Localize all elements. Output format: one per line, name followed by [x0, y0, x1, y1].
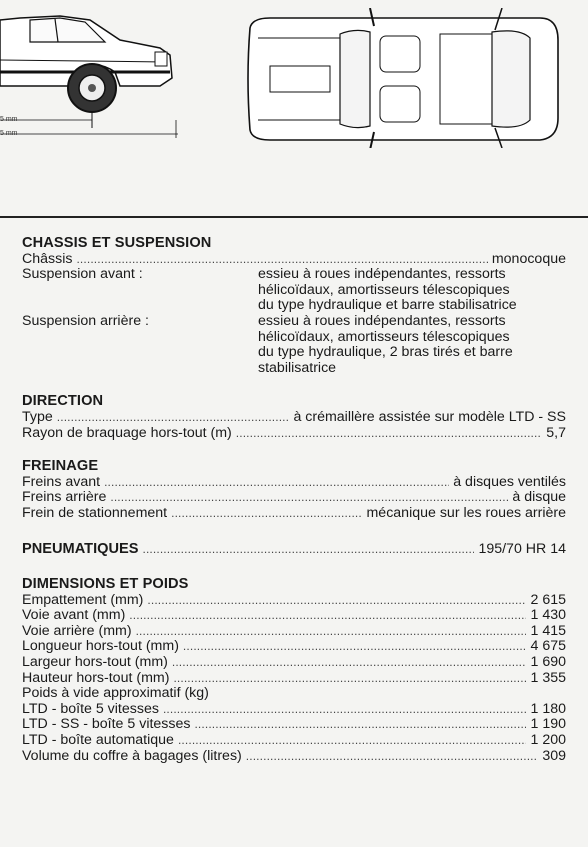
spec-value: 1 430: [530, 607, 566, 624]
spec-value: 4 675: [530, 638, 566, 655]
spec-label: Voie arrière (mm): [22, 622, 132, 639]
spec-row-rear-brakes: [22, 490, 566, 506]
spec-value: à disque: [512, 489, 566, 506]
spec-label: LTD - boîte 5 vitesses: [22, 700, 159, 717]
leader-dots: [136, 624, 527, 640]
spec-label: Largeur hors-tout (mm): [22, 654, 168, 671]
spec-row-dimension: [22, 639, 566, 655]
spec-row-weight: [22, 717, 566, 733]
spec-value: 2 615: [530, 591, 566, 608]
spec-row-direction-type: [22, 410, 566, 426]
spec-value-multiline: [258, 314, 566, 376]
spec-label: Voie avant (mm): [22, 607, 126, 624]
leader-dots: [171, 506, 362, 522]
leader-dots: [104, 475, 449, 491]
leader-dots: [129, 608, 526, 624]
spec-row-front-brakes: [22, 475, 566, 491]
dimension-label: 5 mm: [0, 116, 18, 123]
dimension-label: 5 mm: [0, 130, 18, 137]
spec-label: Frein de stationnement: [22, 504, 168, 521]
spec-line: essieu à roues indépendantes, ressorts: [258, 312, 506, 329]
spec-label: Freins arrière: [22, 489, 107, 506]
weight-heading: Poids à vide approximatif (kg): [22, 685, 209, 702]
leader-dots: [178, 733, 527, 749]
spec-row-chassis: [22, 252, 566, 268]
spec-sheet: [22, 236, 566, 764]
spec-row-dimension: [22, 593, 566, 609]
spec-row-trunk-volume: [22, 749, 566, 765]
spec-label: Rayon de braquage hors-tout (m): [22, 424, 232, 441]
car-top-view-illustration: [240, 8, 570, 148]
spec-line: hélicoïdaux, amortisseurs télescopiques: [258, 281, 510, 298]
spec-value: 1 415: [530, 622, 566, 639]
spec-row-parking-brake: [22, 506, 566, 522]
leader-dots: [143, 542, 475, 558]
spec-value: 195/70 HR 14: [478, 540, 566, 557]
spec-label: LTD - boîte automatique: [22, 732, 174, 749]
divider: [0, 216, 588, 218]
spec-label: Empattement (mm): [22, 591, 144, 608]
section-title-dimensions: DIMENSIONS ET POIDS: [22, 576, 189, 593]
leader-dots: [147, 593, 526, 609]
spec-value: à disques ventilés: [453, 473, 566, 490]
car-side-view-illustration: [0, 0, 180, 140]
spec-value: monocoque: [491, 250, 566, 267]
leader-dots: [163, 702, 527, 718]
leader-dots: [172, 655, 527, 671]
leader-dots: [246, 749, 539, 765]
spec-value: 1 355: [530, 669, 566, 686]
spec-row-rear-suspension: [22, 314, 566, 376]
spec-value: 1 690: [530, 654, 566, 671]
leader-dots: [194, 717, 526, 733]
section-title-direction: DIRECTION: [22, 393, 104, 410]
spec-row-weight: [22, 702, 566, 718]
spec-value: à crémaillère assistée sur modèle LTD - SS: [293, 408, 566, 425]
spec-row-dimension: [22, 624, 566, 640]
spec-line: essieu à roues indépendantes, ressorts: [258, 266, 506, 283]
section-title-tyres: PNEUMATIQUES: [22, 540, 139, 557]
spec-row-weight: [22, 733, 566, 749]
car-drawings: [0, 0, 588, 160]
spec-value: mécanique sur les roues arrière: [366, 504, 566, 521]
spec-value: 309: [542, 747, 566, 764]
spec-row-dimension: [22, 671, 566, 687]
leader-dots: [173, 671, 526, 687]
spec-row-front-suspension: [22, 267, 566, 314]
spec-line: du type hydraulique, 2 bras tirés et barre: [258, 344, 513, 361]
leader-dots: [57, 410, 290, 426]
spec-label: Longueur hors-tout (mm): [22, 638, 179, 655]
spec-label: Freins avant: [22, 473, 101, 490]
section-title-brakes: FREINAGE: [22, 458, 99, 475]
spec-value: 1 200: [530, 732, 566, 749]
spec-row-dimension: [22, 608, 566, 624]
section-title-chassis: CHASSIS ET SUSPENSION: [22, 235, 212, 251]
leader-dots: [183, 639, 527, 655]
spec-row-turning-radius: [22, 426, 566, 442]
leader-dots: [236, 426, 542, 442]
spec-value-multiline: [258, 267, 566, 314]
spec-label: Type: [22, 408, 53, 425]
spec-value: 1 190: [530, 716, 566, 733]
spec-label: Suspension arrière :: [22, 312, 149, 329]
spec-label: LTD - SS - boîte 5 vitesses: [22, 716, 191, 733]
leader-dots: [76, 252, 487, 268]
spec-row-dimension: [22, 655, 566, 671]
leader-dots: [110, 490, 508, 506]
spec-label: Suspension avant :: [22, 266, 143, 283]
spec-label: Châssis: [22, 250, 73, 267]
spec-label: Volume du coffre à bagages (litres): [22, 747, 242, 764]
spec-line: du type hydraulique et barre stabilisatrice: [258, 297, 517, 314]
spec-label: Hauteur hors-tout (mm): [22, 669, 170, 686]
spec-line: stabilisatrice: [258, 359, 337, 376]
spec-value: 5,7: [546, 424, 566, 441]
spec-value: 1 180: [530, 700, 566, 717]
spec-row-tyres: [22, 542, 566, 558]
spec-line: hélicoïdaux, amortisseurs télescopiques: [258, 328, 510, 345]
